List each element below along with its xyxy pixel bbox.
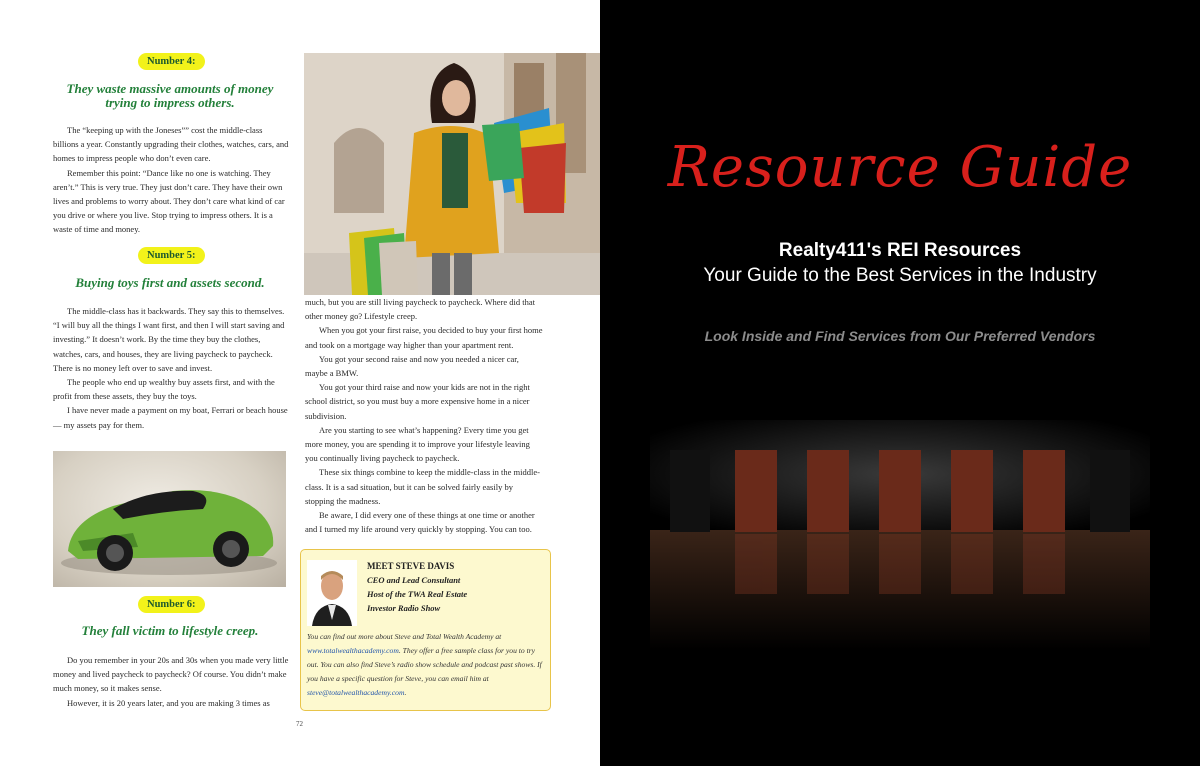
text-block-number-5: [53, 304, 289, 432]
section-badge-6: Number 6:: [138, 596, 205, 613]
sidebar-body: [307, 630, 545, 700]
paragraph: Be aware, I did every one of these things at one time or another and I turned my life around very quickly by stopping. You can too.: [305, 510, 535, 535]
sidebar-role: Host of the TWA Real Estate: [367, 589, 468, 599]
paragraph: The “keeping up with the Joneses”” cost the middle-class billions a year. Constantly upgrading their clothes, watches, cars, and homes to impress people who don’t even care.: [53, 125, 289, 164]
sidebar-role: Investor Radio Show: [367, 603, 441, 613]
paragraph: I have never made a payment on my boat, Ferrari or beach house — my assets pay for them.: [53, 405, 288, 430]
paragraph: Are you starting to see what’s happening? Every time you get more money, you are spending it to improve your lifestyle leaving you continually living paycheck to paycheck.: [305, 424, 530, 464]
paragraph-continuation: much, but you are still living paycheck to paycheck. Where did that other money go? Lifestyle creep.: [305, 297, 535, 322]
brand-heading: Realty411's REI Resources: [778, 240, 1022, 261]
author-headshot: [307, 560, 357, 626]
paragraph: The middle-class has it backwards. They say this to themselves. “I will buy all the things I want first, and then I will start saving and investing.” It doesn’t work. By the time they buy the clothes, watches, cars, and houses, they are living paycheck to paycheck. There is no money left over to save and invest.: [53, 306, 285, 373]
page-number: 72: [296, 720, 303, 728]
paragraph: However, it is 20 years later, and you are making 3 times as: [67, 697, 270, 708]
guide-subtitle: Your Guide to the Best Services in the Industry: [703, 265, 1097, 286]
email-link[interactable]: steve@totalwealthacademy.com: [307, 688, 405, 697]
guide-tagline: Look Inside and Find Services from Our Preferred Vendors: [704, 328, 1096, 344]
website-link[interactable]: www.totalwealthacademy.com: [307, 646, 399, 655]
sidebar-title: MEET STEVE DAVIS: [367, 561, 455, 571]
paragraph: Remember this point: “Dance like no one is watching. They aren’t.” This is very true. They just don’t care. They have their own lives and problems to worry about. They don’t care what kind of car you drive or where you live. Stop trying to impress others. It is a waste of time and money.: [53, 167, 285, 235]
paragraph: The people who end up wealthy buy assets first, and with the profit from these assets, they buy the toys.: [53, 377, 275, 402]
woman-shopping-illustration: [304, 53, 600, 295]
text-block-number-4: [53, 123, 289, 237]
paragraph: You got your third raise and now your kids are not in the right school district, so you must buy a more expensive home in a nicer subdivision.: [305, 382, 530, 421]
paragraph: You got your second raise and now you needed a nicer car, maybe a BMW.: [305, 353, 519, 379]
paragraph: These six things combine to keep the middle-class in the middle-class. It is a sad situation, but it can be solved fairly easily by stopping the madness.: [305, 467, 540, 506]
sidebar-text: .: [404, 688, 407, 697]
section-badge-4: Number 4:: [138, 53, 205, 70]
door-row: [670, 450, 1130, 532]
green-sports-car-photo: [53, 451, 286, 587]
author-portrait-illustration: [307, 560, 357, 626]
right-page: [600, 0, 1200, 766]
section-heading-6: They fall victim to lifestyle creep.: [81, 623, 259, 638]
section-badge-5: Number 5:: [138, 247, 205, 264]
author-sidebar: [300, 549, 551, 711]
section-heading-4: They waste massive amounts of money trying to impress others.: [66, 81, 274, 110]
paragraph: When you got your first raise, you decided to buy your first home and took on a mortgage way higher than your apartment rent.: [305, 325, 543, 350]
text-block-column-2: [305, 295, 543, 536]
doors-hallway-illustration: [650, 420, 1150, 650]
resource-guide-title: Resource Guide: [667, 135, 1133, 200]
woman-shopping-photo: [304, 53, 600, 295]
sidebar-text: . They offer a free sample class for you to try out. You can also find Steve’s radio show schedule and podcast past shows. If you have a specific question for Steve, you can email him at: [307, 646, 542, 683]
text-block-number-6: [53, 653, 289, 710]
sidebar-text: You can find out more about Steve and Total Wealth Academy at: [307, 632, 502, 641]
sidebar-role: CEO and Lead Consultant: [367, 575, 461, 585]
section-heading-5: Buying toys first and assets second.: [75, 275, 265, 290]
sports-car-illustration: [53, 451, 286, 587]
paragraph: Do you remember in your 20s and 30s when you made very little money and lived paycheck to paycheck? Of course. You didn’t make much money, so it makes sense.: [53, 655, 289, 694]
